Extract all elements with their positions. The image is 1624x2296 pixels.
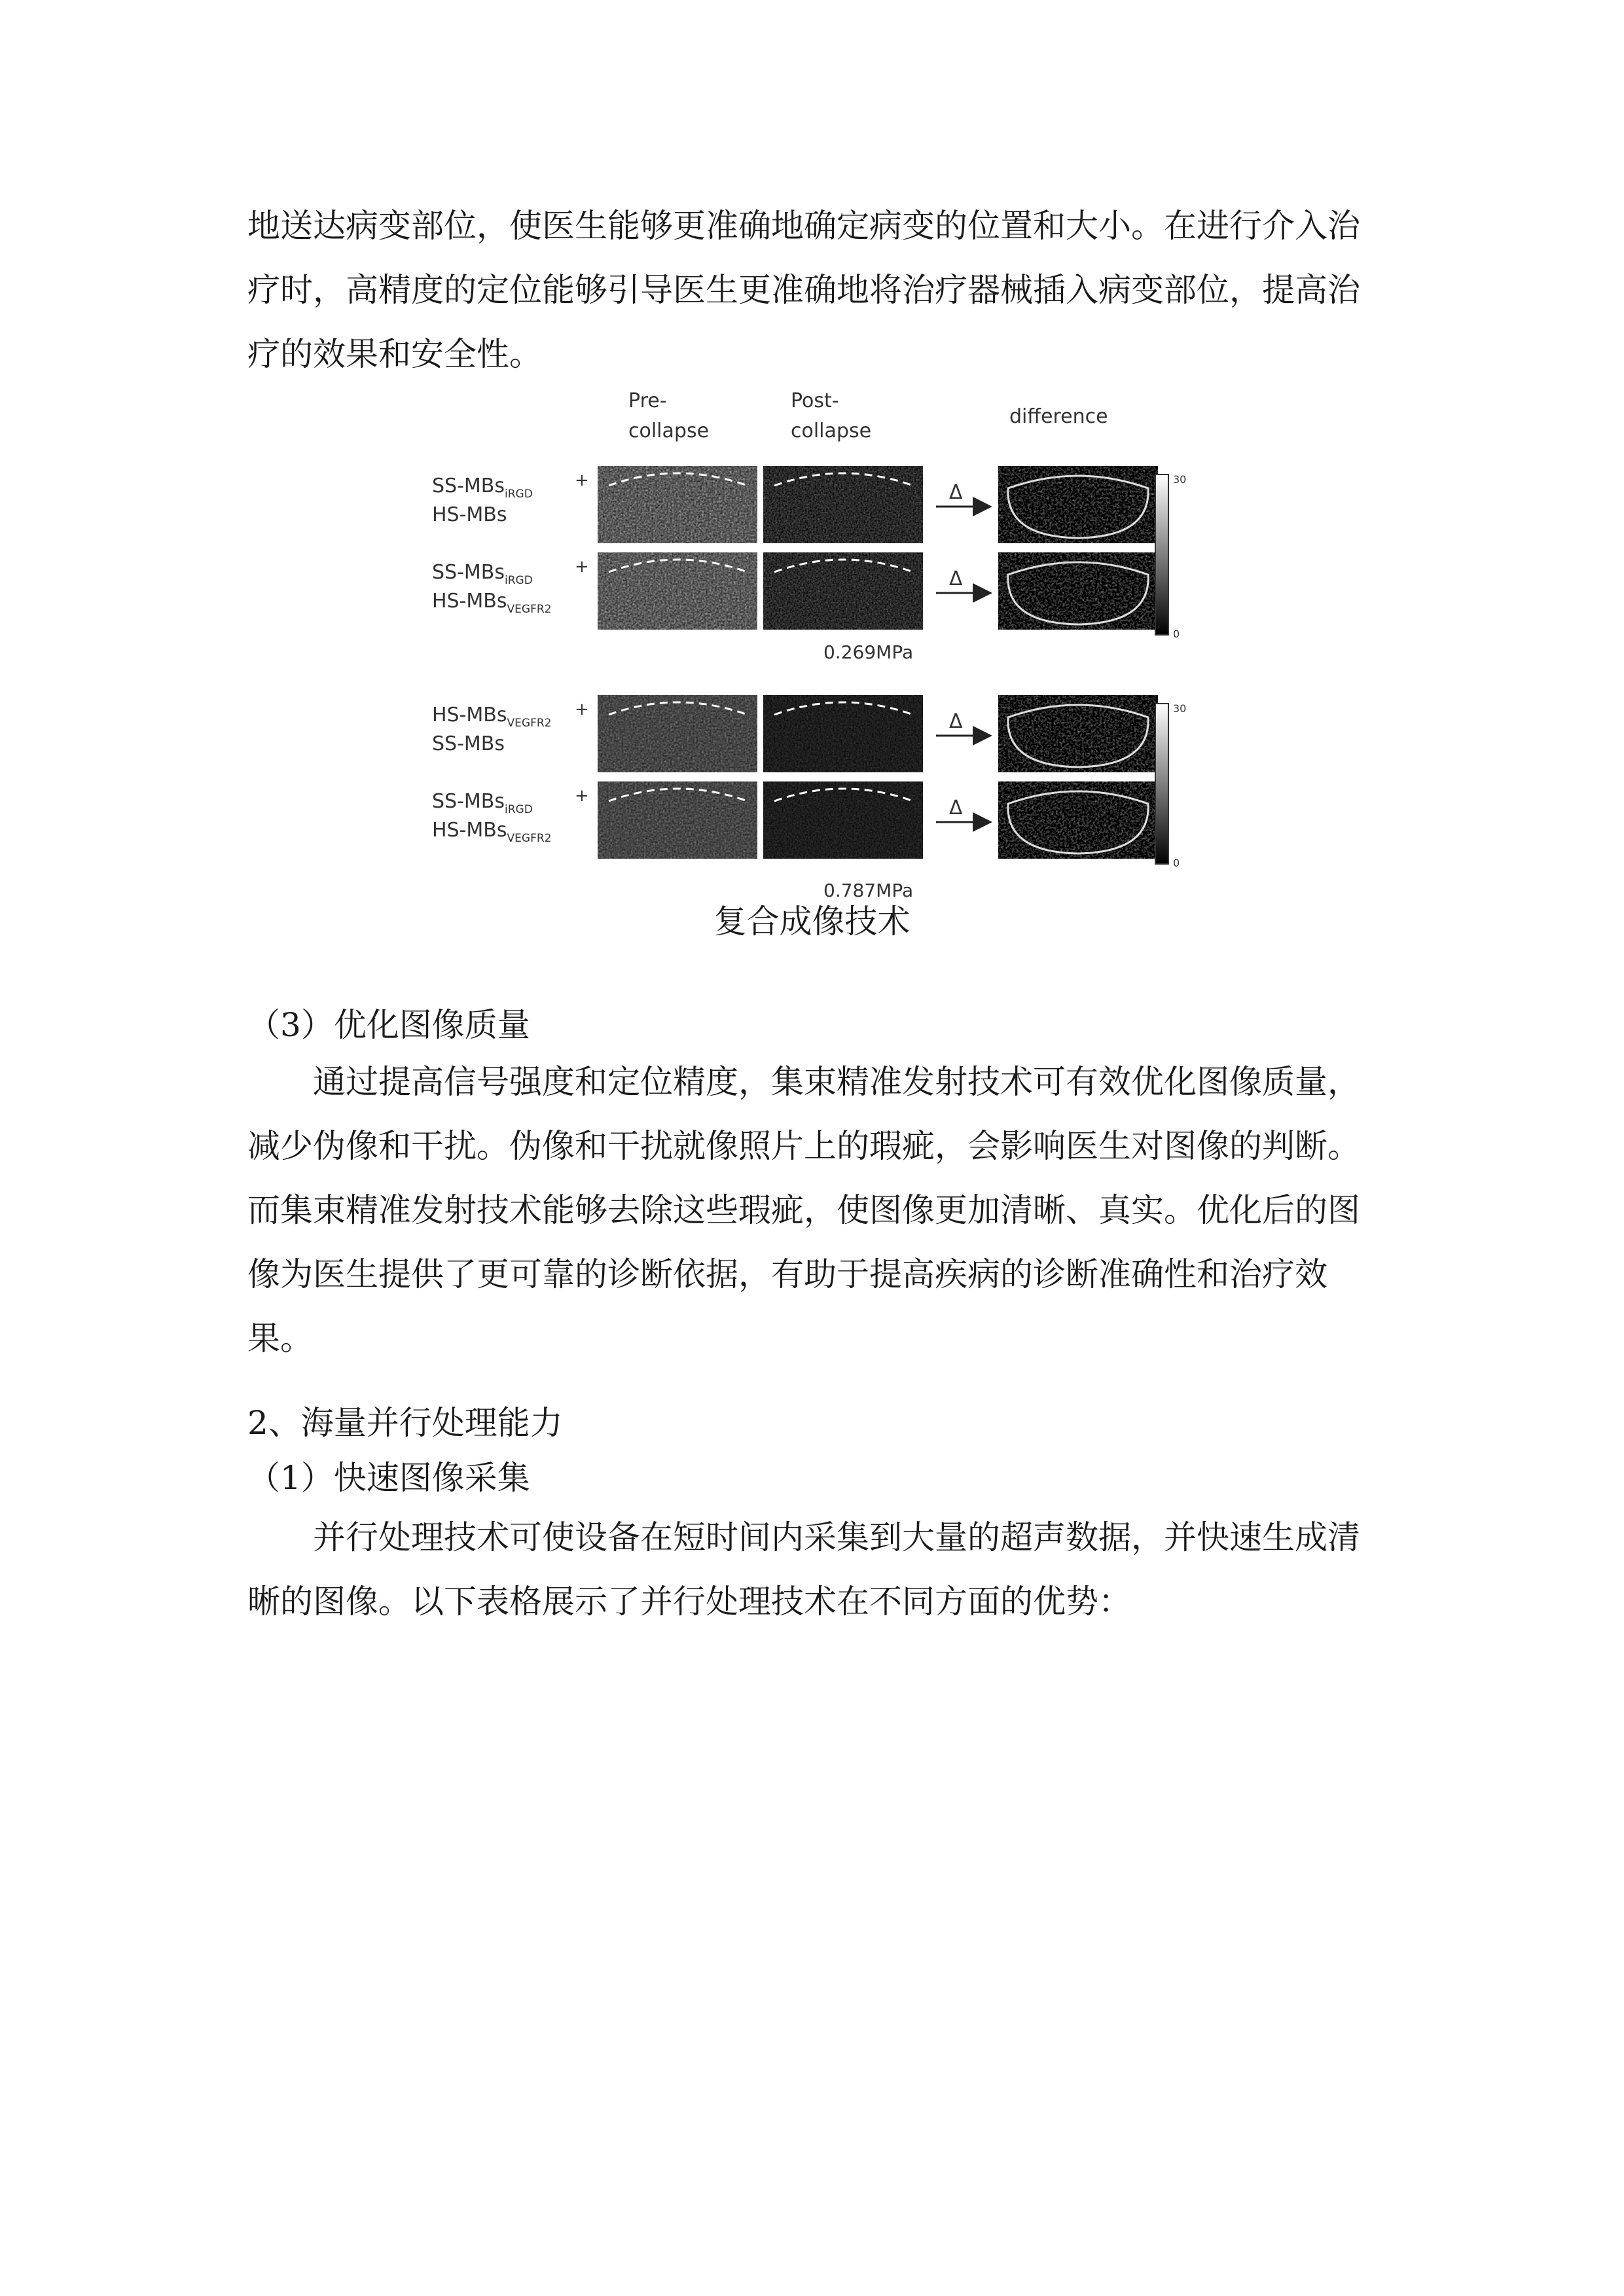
text-line: 地送达病变部位，使医生能够更准确地确定病变的位置和大小。在进行介入治 bbox=[247, 207, 1360, 245]
row-label-secondary-main: SS-MBs bbox=[432, 732, 505, 755]
text-line: 通过提高信号强度和定位精度，集束精准发射技术可有效优化图像质量， bbox=[313, 1063, 1360, 1101]
post-collapse-image bbox=[763, 466, 923, 543]
row-label-secondary-main: HS-MBs bbox=[432, 819, 507, 842]
row-label-secondary-group bbox=[432, 819, 551, 845]
header-pre-line1: Pre- bbox=[628, 389, 667, 412]
header-pre-line2: collapse bbox=[628, 420, 710, 442]
colorbar-min-label: 0 bbox=[1173, 628, 1180, 640]
row-label-primary-subscript: iRGD bbox=[505, 488, 533, 501]
figure-row bbox=[432, 695, 1158, 772]
colorbar-max-label: 30 bbox=[1173, 473, 1187, 486]
header-difference: difference bbox=[1009, 405, 1108, 428]
composite-imaging-figure bbox=[412, 380, 1237, 903]
row-label-primary-main: SS-MBs bbox=[432, 561, 505, 584]
pressure-label-group-2: 0.787MPa bbox=[823, 880, 914, 901]
figure-row bbox=[432, 466, 1158, 543]
plus-sign: + bbox=[575, 786, 589, 806]
row-label-primary-subscript: VEGFR2 bbox=[507, 717, 552, 730]
row-label-primary-main: HS-MBs bbox=[432, 704, 507, 726]
text-line: 晰的图像。以下表格展示了并行处理技术在不同方面的优势： bbox=[247, 1583, 1131, 1621]
difference-image bbox=[998, 552, 1158, 630]
figure-row bbox=[432, 552, 1158, 630]
colorbar-min-label: 0 bbox=[1173, 857, 1180, 869]
delta-symbol: Δ bbox=[949, 797, 963, 819]
post-collapse-image bbox=[763, 552, 923, 630]
pressure-label-group-1: 0.269MPa bbox=[823, 641, 914, 663]
row-label-primary-group bbox=[432, 475, 533, 501]
post-collapse-image bbox=[763, 695, 923, 772]
text-line: 而集束精准发射技术能够去除这些瑕疵，使图像更加清晰、真实。优化后的图 bbox=[247, 1191, 1360, 1229]
row-label-primary-subscript: iRGD bbox=[505, 803, 533, 816]
plus-sign: + bbox=[575, 557, 589, 577]
row-label-secondary-main: HS-MBs bbox=[432, 590, 507, 613]
header-post-line2: collapse bbox=[791, 420, 872, 442]
text-line: 疗时，高精度的定位能够引导医生更准确地将治疗器械插入病变部位，提高治 bbox=[247, 271, 1360, 309]
text-line: 像为医生提供了更可靠的诊断依据，有助于提高疾病的诊断准确性和治疗效 bbox=[247, 1255, 1327, 1293]
row-label-primary-main: SS-MBs bbox=[432, 475, 505, 497]
pre-collapse-image bbox=[598, 466, 757, 543]
delta-symbol: Δ bbox=[949, 481, 963, 504]
figure-rows bbox=[432, 466, 1158, 859]
colorbar-group-1 bbox=[1155, 475, 1168, 635]
row-label-secondary-subscript: VEGFR2 bbox=[507, 603, 552, 616]
pre-collapse-image bbox=[598, 552, 757, 630]
section-heading: （3）优化图像质量 bbox=[247, 1006, 530, 1044]
section-heading: 2、海量并行处理能力 bbox=[247, 1404, 563, 1442]
row-label-primary-main: SS-MBs bbox=[432, 790, 505, 813]
row-label-primary-group bbox=[432, 704, 551, 730]
colorbar-group-2 bbox=[1155, 704, 1168, 864]
figure-row bbox=[432, 781, 1158, 859]
delta-symbol: Δ bbox=[949, 710, 963, 733]
delta-symbol: Δ bbox=[949, 567, 963, 590]
paragraph-intro bbox=[247, 194, 1383, 386]
plus-sign: + bbox=[575, 700, 589, 719]
row-label-primary-group bbox=[432, 790, 533, 816]
difference-image bbox=[998, 781, 1158, 859]
difference-image bbox=[998, 466, 1158, 543]
row-label-secondary-group bbox=[432, 732, 505, 755]
figure-caption: 复合成像技术 bbox=[713, 903, 911, 941]
text-line: 并行处理技术可使设备在短时间内采集到大量的超声数据，并快速生成清 bbox=[313, 1518, 1360, 1556]
post-collapse-image bbox=[763, 781, 923, 859]
difference-image bbox=[998, 695, 1158, 772]
row-label-secondary-group bbox=[432, 503, 507, 526]
subsection-heading: （1）快速图像采集 bbox=[247, 1459, 530, 1497]
text-line: 疗的效果和安全性。 bbox=[247, 335, 542, 373]
row-label-secondary-subscript: VEGFR2 bbox=[507, 832, 552, 845]
text-line: 果。 bbox=[247, 1319, 313, 1357]
text-line: 减少伪像和干扰。伪像和干扰就像照片上的瑕疵，会影响医生对图像的判断。 bbox=[247, 1127, 1360, 1165]
header-post-line1: Post- bbox=[791, 389, 839, 412]
pre-collapse-image bbox=[598, 781, 757, 859]
row-label-primary-subscript: iRGD bbox=[505, 574, 533, 587]
row-label-secondary-main: HS-MBs bbox=[432, 503, 507, 526]
plus-sign: + bbox=[575, 471, 589, 490]
row-label-primary-group bbox=[432, 561, 533, 587]
paragraph-parallel-processing bbox=[247, 1505, 1383, 1634]
paragraph-image-quality bbox=[247, 1050, 1383, 1371]
pre-collapse-image bbox=[598, 695, 757, 772]
colorbar-max-label: 30 bbox=[1173, 702, 1187, 715]
row-label-secondary-group bbox=[432, 590, 551, 616]
